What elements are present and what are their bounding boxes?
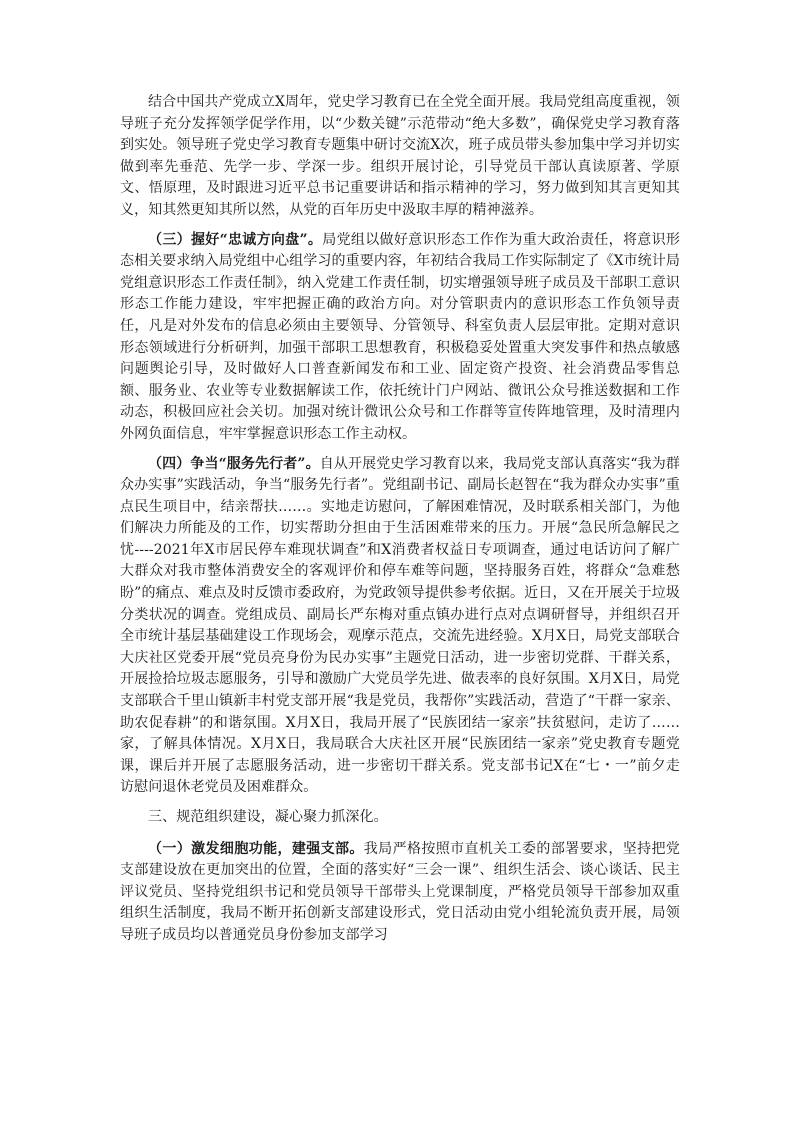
paragraph-ideology-work: [120, 230, 680, 446]
paragraph-branch-building: [120, 839, 680, 947]
section-heading-organization: [120, 807, 680, 829]
paragraph-service-pioneer: [120, 454, 680, 800]
document-page: [120, 92, 680, 955]
heading-text: 三、规范组织建设，凝心聚力抓深化。: [148, 809, 388, 825]
paragraph-party-history-study: [120, 92, 680, 222]
paragraph-text: 我局严格按照市直机关工委的部署要求，坚持把党支部建设放在更加突出的位置，全面的落实好“三会一课”、组织生活会、谈心谈话、民主评议党员、坚持党组织书记和党员领导干部带头上党课制度，严格党员领导干部参加双重组织生活制度，我局不断开拓创新支部建设形式，党日活动由党小组轮流负责开展，局领导班子成员均以普通党员身份参加支部学习: [120, 840, 681, 943]
section-heading-branch: （一）激发细胞功能，建强支部。: [148, 840, 364, 857]
section-heading-service: （四）争当“服务先行者”。: [148, 455, 320, 472]
paragraph-text: 自从开展党史学习教育以来，我局党支部认真落实“我为群众办实事”实践活动，争当“服务先行者”。党组副书记、副局长赵智在“我为群众办实事”重点民生项目中，结亲帮扶……。实地走访慰问，了解困难情况，及时联系相关部门，为他们解决力所能及的工作，切实帮助分担由于生活困难带来的压力。开展“急民所急解民之忧----2021年X市居民停车难现状调查”和X消费者权益日专项调查，通过电话访问了解广大群众对我市整体消费安全的客观评价和停车难等问题，坚持服务百姓，将群众“急难愁盼”的痛点、难点及时反馈市委政府，为党政领导提供参考依据。近日，又在开展关于垃圾分类状况的调查。党组成员、副局长严东梅对重点镇办进行点对点调研督导，并组织召开全市统计基层基础建设工作现场会，观摩示范点，交流先进经验。X月X日，局党支部联合大庆社区党委开展“党员亮身份为民办实事”主题党日活动，进一步密切党群、干群关系，开展捡拾垃圾志愿服务，引导和激励广大党员学先进、做表率的良好氛围。X月X日，局党支部联合千里山镇新丰村党支部开展“我是党员，我帮你”实践活动，营造了“干群一家亲、助农促春耕”的和谐氛围。X月X日，我局开展了“民族团结一家亲”扶贫慰问，走访了……家，了解具体情况。X月X日，我局联合大庆社区开展“民族团结一家亲”党史教育专题党课，课后并开展了志愿服务活动，进一步密切干群关系。党支部书记X在“七・一”前夕走访慰问退休老党员及困难群众。: [120, 455, 681, 796]
paragraph-text: 结合中国共产党成立X周年，党史学习教育已在全党全面开展。我局党组高度重视，领导班子充分发挥领学促学作用，以“少数关键”示范带动“绝大多数”，确保党史学习教育落到实处。领导班子党史学习教育专题集中研讨交流X次，班子成员带头参加集中学习并切实做到率先垂范、先学一步、学深一步。组织开展讨论，引导党员干部认真读原著、学原文、悟原理，及时跟进习近平总书记重要讲话和指示精神的学习，努力做到知其言更知其义，知其然更知其所以然，从党的百年历史中汲取丰厚的精神滋养。: [120, 94, 680, 218]
paragraph-text: 局党组以做好意识形态工作作为重大政治责任，将意识形态相关要求纳入局党组中心组学习的重要内容，年初结合我局工作实际制定了《X市统计局党组意识形态工作责任制》，纳入党建工作责任制，切实增强领导班子成员及干部职工意识形态工作能力建设，牢牢把握正确的政治方向。对分管职责内的意识形态工作负领导责任，凡是对外发布的信息必须由主要领导、分管领导、科室负责人层层审批。定期对意识形态领域进行分析研判，加强干部职工思想教育，积极稳妥处置重大突发事件和热点敏感问题舆论引导，及时做好人口普查新闻发布和工业、固定资产投资、社会消费品零售总额、服务业、农业等专业数据解读工作，依托统计门户网站、微讯公众号推送数据和工作动态，积极回应社会关切。加强对统计微讯公众号和工作群等宣传阵地管理，及时清理内外网负面信息，牢牢掌握意识形态工作主动权。: [120, 231, 680, 442]
section-heading-loyalty: （三）握好“忠诚方向盘”。: [148, 231, 323, 248]
